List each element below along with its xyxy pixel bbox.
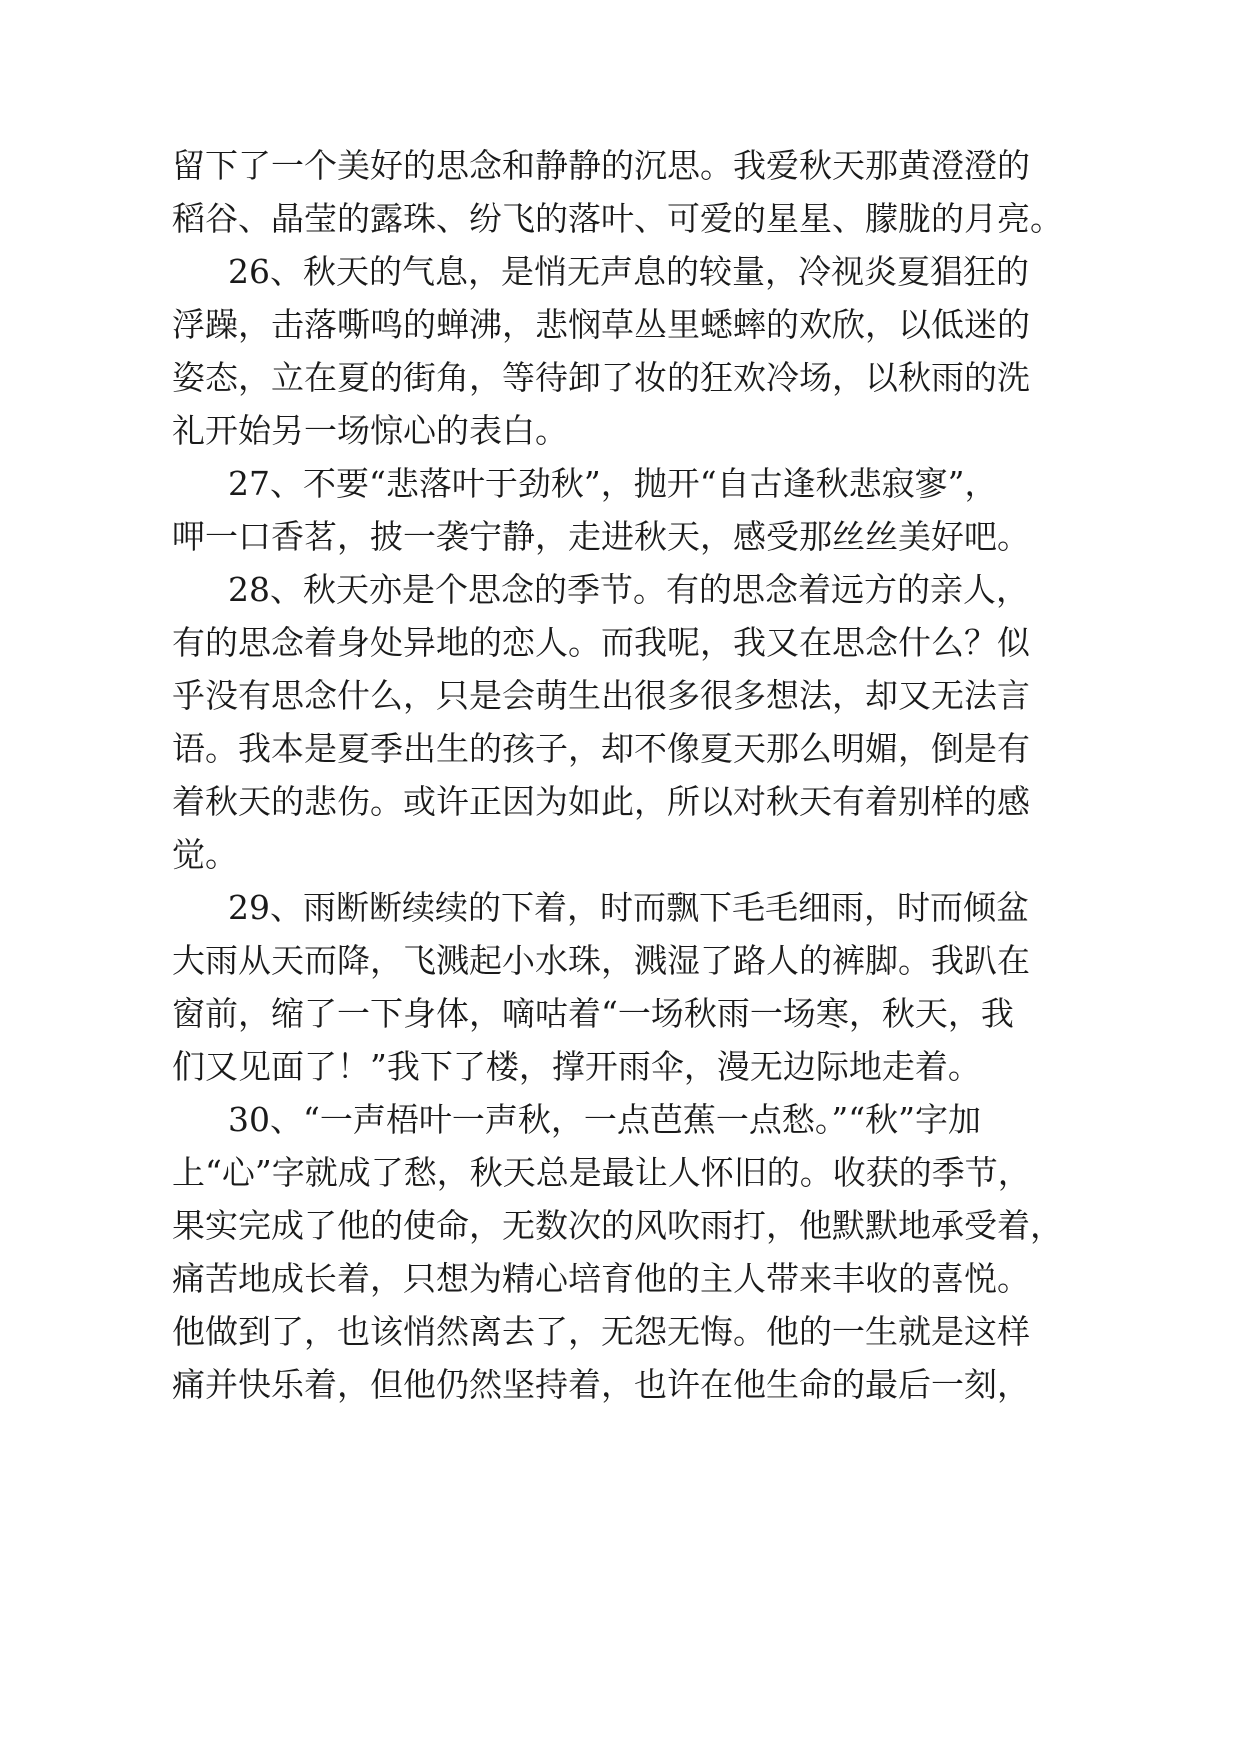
paragraph-first-line: 29、雨断断续续的下着，时而飘下毛毛细雨，时而倾盆 bbox=[228, 888, 1029, 927]
text-line: 姿态，立在夏的街角，等待卸了妆的狂欢冷场，以秋雨的洗 bbox=[172, 358, 1030, 397]
paragraph-first-line: 30、“一声梧叶一声秋，一点芭蕉一点愁。”“秋”字加 bbox=[228, 1100, 981, 1139]
text-line: 语。我本是夏季出生的孩子，却不像夏天那么明媚，倒是有 bbox=[172, 729, 1030, 768]
text-line: 大雨从天而降，飞溅起小水珠，溅湿了路人的裤脚。我趴在 bbox=[172, 941, 1030, 980]
text-line: 留下了一个美好的思念和静静的沉思。我爱秋天那黄澄澄的 bbox=[172, 146, 1030, 185]
text-line: 稻谷、晶莹的露珠、纷飞的落叶、可爱的星星、朦胧的月亮。 bbox=[172, 199, 1063, 238]
paragraph-first-line: 28、秋天亦是个思念的季节。有的思念着远方的亲人， bbox=[228, 570, 1029, 609]
paragraph-first-line: 27、不要“悲落叶于劲秋”，抛开“自古逢秋悲寂寥”， bbox=[228, 464, 998, 503]
text-line: 痛并快乐着，但他仍然坚持着，也许在他生命的最后一刻， bbox=[172, 1365, 1030, 1404]
text-line: 们又见面了！”我下了楼，撑开雨伞，漫无边际地走着。 bbox=[172, 1047, 981, 1086]
text-line: 上“心”字就成了愁，秋天总是最让人怀旧的。收获的季节， bbox=[172, 1153, 1031, 1192]
text-line: 着秋天的悲伤。或许正因为如此，所以对秋天有着别样的感 bbox=[172, 782, 1030, 821]
text-line: 有的思念着身处异地的恋人。而我呢，我又在思念什么？似 bbox=[172, 623, 1030, 662]
text-line: 觉。 bbox=[172, 835, 238, 874]
text-line: 乎没有思念什么，只是会萌生出很多很多想法，却又无法言 bbox=[172, 676, 1030, 715]
text-line: 他做到了，也该悄然离去了，无怨无悔。他的一生就是这样 bbox=[172, 1312, 1030, 1351]
text-line: 痛苦地成长着，只想为精心培育他的主人带来丰收的喜悦。 bbox=[172, 1259, 1030, 1298]
paragraph-first-line: 26、秋天的气息，是悄无声息的较量，冷视炎夏猖狂的 bbox=[228, 252, 1029, 291]
text-line: 果实完成了他的使命，无数次的风吹雨打，他默默地承受着， bbox=[172, 1206, 1063, 1245]
text-line: 浮躁，击落嘶鸣的蝉沸，悲悯草丛里蟋蟀的欢欣，以低迷的 bbox=[172, 305, 1030, 344]
text-line: 呷一口香茗，披一袭宁静，走进秋天，感受那丝丝美好吧。 bbox=[172, 517, 1030, 556]
text-line: 礼开始另一场惊心的表白。 bbox=[172, 411, 568, 450]
text-line: 窗前，缩了一下身体，嘀咕着“一场秋雨一场寒，秋天，我 bbox=[172, 994, 1014, 1033]
